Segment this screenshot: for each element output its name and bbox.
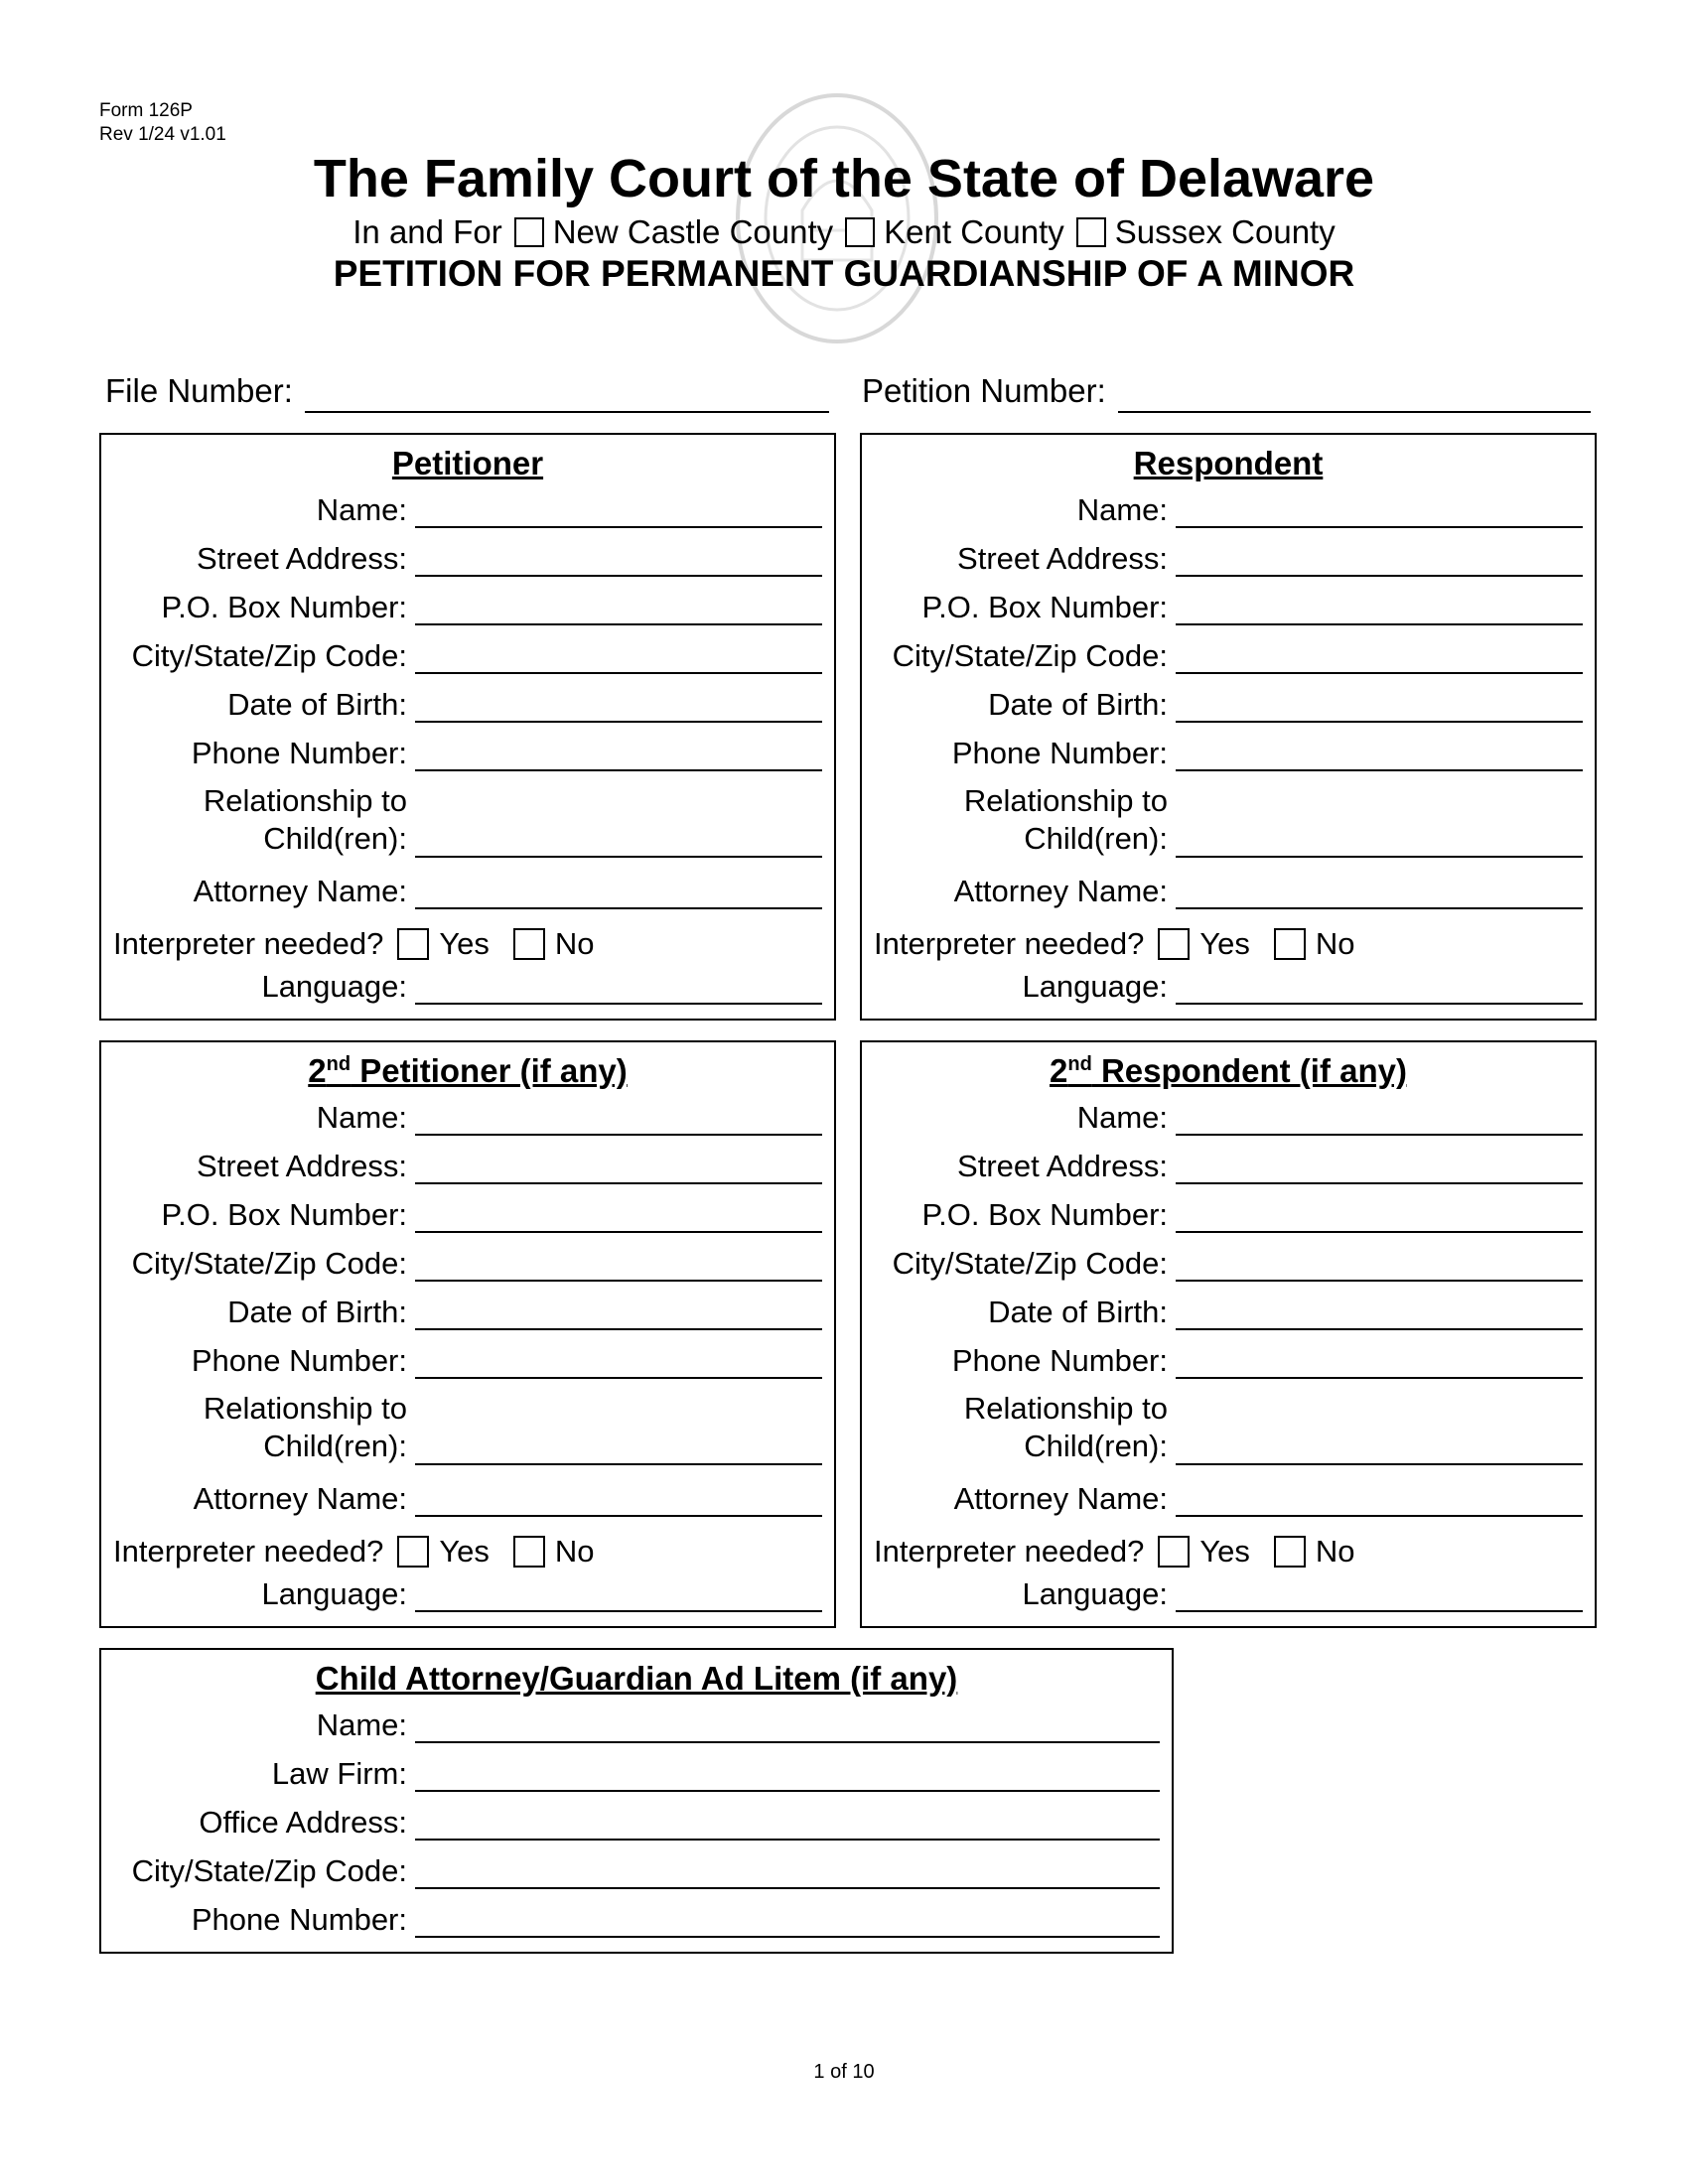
no-label: No <box>554 1534 595 1569</box>
relationship-label-line1: Relationship to <box>963 783 1168 818</box>
court-title: The Family Court of the State of Delaware <box>313 149 1375 208</box>
kent-checkbox[interactable] <box>845 217 875 247</box>
respondent-name-field[interactable] <box>1176 490 1583 528</box>
yes-label: Yes <box>439 1534 490 1569</box>
child-attorney-office-row <box>101 1803 1160 1841</box>
respondent-interpreter-no-checkbox[interactable] <box>1274 928 1306 960</box>
second-petitioner-street-field[interactable] <box>415 1147 822 1184</box>
city-label: City/State/Zip Code: <box>892 638 1168 673</box>
respondent-heading: Respondent <box>1133 445 1324 481</box>
county-selection <box>0 210 1688 254</box>
second-petitioner-attorney-field[interactable] <box>415 1479 822 1517</box>
second-respondent-interpreter-no-checkbox[interactable] <box>1274 1536 1306 1568</box>
second-petitioner-interpreter-no-checkbox[interactable] <box>513 1536 545 1568</box>
respondent-name-row <box>862 490 1583 528</box>
no-label: No <box>1315 1534 1355 1569</box>
dob-label: Date of Birth: <box>988 1295 1168 1329</box>
second-petitioner-street-row <box>101 1147 822 1184</box>
petitioner-pobox-field[interactable] <box>415 588 822 625</box>
new-castle-checkbox[interactable] <box>514 217 544 247</box>
phone-label: Phone Number: <box>191 1902 407 1937</box>
yes-label: Yes <box>1199 926 1250 961</box>
pobox-label: P.O. Box Number: <box>161 1197 407 1232</box>
child-attorney-heading: Child Attorney/Guardian Ad Litem (if any) <box>315 1660 958 1697</box>
city-label: City/State/Zip Code: <box>131 1853 407 1888</box>
attorney-label: Attorney Name: <box>193 1481 407 1516</box>
child-attorney-firm-field[interactable] <box>415 1754 1160 1792</box>
second-respondent-city-field[interactable] <box>1176 1244 1583 1282</box>
language-label: Language: <box>261 969 407 1004</box>
petitioner-interpreter-row <box>113 925 605 963</box>
child-attorney-phone-row <box>101 1900 1160 1938</box>
petitioner-language-field[interactable] <box>415 967 822 1005</box>
respondent-dob-row <box>862 685 1583 723</box>
relationship-label <box>101 1390 407 1465</box>
language-label: Language: <box>1022 969 1168 1004</box>
child-attorney-name-row <box>101 1706 1160 1743</box>
second-respondent-sup: nd <box>1067 1053 1092 1075</box>
second-petitioner-attorney-row <box>101 1479 822 1517</box>
relationship-label-line1: Relationship to <box>203 1391 407 1426</box>
phone-label: Phone Number: <box>191 736 407 770</box>
pobox-label: P.O. Box Number: <box>921 590 1168 624</box>
respondent-attorney-row <box>862 872 1583 909</box>
petitioner-dob-row <box>101 685 822 723</box>
second-respondent-interpreter-row <box>874 1533 1365 1570</box>
new-castle-label: New Castle County <box>552 213 834 250</box>
petitioner-language-row <box>101 967 822 1005</box>
interpreter-label: Interpreter needed? <box>874 1534 1145 1569</box>
phone-label: Phone Number: <box>951 736 1168 770</box>
file-number-field[interactable] <box>305 371 829 413</box>
name-label: Name: <box>1076 492 1168 527</box>
second-respondent-pobox-field[interactable] <box>1176 1195 1583 1233</box>
petitioner-dob-field[interactable] <box>415 685 822 723</box>
office-address-label: Office Address: <box>199 1805 407 1840</box>
petitioner-street-row <box>101 539 822 577</box>
relationship-label <box>862 782 1168 858</box>
petitioner-name-field[interactable] <box>415 490 822 528</box>
respondent-street-row <box>862 539 1583 577</box>
street-label: Street Address: <box>197 1149 407 1183</box>
petitioner-phone-row <box>101 734 822 771</box>
name-label: Name: <box>316 1707 407 1742</box>
second-respondent-interpreter-yes-checkbox[interactable] <box>1158 1536 1190 1568</box>
respondent-street-field[interactable] <box>1176 539 1583 577</box>
city-label: City/State/Zip Code: <box>131 1246 407 1281</box>
respondent-phone-field[interactable] <box>1176 734 1583 771</box>
second-petitioner-pobox-row <box>101 1195 822 1233</box>
file-number-row <box>105 369 829 413</box>
petitioner-relationship-row <box>101 782 822 858</box>
petitioner-interpreter-yes-checkbox[interactable] <box>397 928 429 960</box>
second-respondent-phone-row <box>862 1341 1583 1379</box>
street-label: Street Address: <box>197 541 407 576</box>
second-petitioner-interpreter-row <box>113 1533 605 1570</box>
interpreter-label: Interpreter needed? <box>113 926 384 961</box>
child-attorney-section <box>99 1648 1174 1954</box>
dob-label: Date of Birth: <box>988 687 1168 722</box>
petitioner-pobox-row <box>101 588 822 625</box>
petitioner-section <box>99 433 836 1021</box>
petitioner-attorney-field[interactable] <box>415 872 822 909</box>
second-petitioner-pobox-field[interactable] <box>415 1195 822 1233</box>
respondent-interpreter-row <box>874 925 1365 963</box>
second-petitioner-section <box>99 1040 836 1628</box>
respondent-language-field[interactable] <box>1176 967 1583 1005</box>
petitioner-attorney-row <box>101 872 822 909</box>
child-attorney-firm-row <box>101 1754 1160 1792</box>
second-petitioner-interpreter-yes-checkbox[interactable] <box>397 1536 429 1568</box>
second-respondent-city-row <box>862 1244 1583 1282</box>
city-label: City/State/Zip Code: <box>131 638 407 673</box>
attorney-label: Attorney Name: <box>953 1481 1168 1516</box>
petitioner-city-row <box>101 636 822 674</box>
second-respondent-language-row <box>862 1574 1583 1612</box>
second-petitioner-phone-field[interactable] <box>415 1341 822 1379</box>
language-label: Language: <box>1022 1576 1168 1611</box>
second-petitioner-language-row <box>101 1574 822 1612</box>
respondent-interpreter-yes-checkbox[interactable] <box>1158 928 1190 960</box>
interpreter-label: Interpreter needed? <box>113 1534 384 1569</box>
phone-label: Phone Number: <box>951 1343 1168 1378</box>
second-respondent-pobox-row <box>862 1195 1583 1233</box>
second-petitioner-name-field[interactable] <box>415 1098 822 1136</box>
petitioner-street-field[interactable] <box>415 539 822 577</box>
respondent-city-field[interactable] <box>1176 636 1583 674</box>
second-respondent-dob-row <box>862 1293 1583 1330</box>
second-petitioner-heading <box>101 1050 834 1092</box>
second-petitioner-language-field[interactable] <box>415 1574 822 1612</box>
sussex-checkbox[interactable] <box>1076 217 1106 247</box>
pobox-label: P.O. Box Number: <box>921 1197 1168 1232</box>
respondent-phone-row <box>862 734 1583 771</box>
second-respondent-attorney-field[interactable] <box>1176 1479 1583 1517</box>
in-and-for-label: In and For <box>352 213 502 250</box>
relationship-label-line1: Relationship to <box>963 1391 1168 1426</box>
petitioner-heading: Petitioner <box>391 445 544 481</box>
respondent-dob-field[interactable] <box>1176 685 1583 723</box>
street-label: Street Address: <box>957 1149 1168 1183</box>
name-label: Name: <box>316 492 407 527</box>
second-respondent-relationship-field[interactable] <box>1176 1428 1583 1465</box>
yes-label: Yes <box>439 926 490 961</box>
no-label: No <box>1315 926 1355 961</box>
child-attorney-phone-field[interactable] <box>415 1900 1160 1938</box>
second-respondent-name-field[interactable] <box>1176 1098 1583 1136</box>
child-attorney-office-field[interactable] <box>415 1803 1160 1841</box>
second-petitioner-city-field[interactable] <box>415 1244 822 1282</box>
kent-label: Kent County <box>884 213 1064 250</box>
interpreter-label: Interpreter needed? <box>874 926 1145 961</box>
child-attorney-city-field[interactable] <box>415 1851 1160 1889</box>
second-petitioner-relationship-field[interactable] <box>415 1428 822 1465</box>
second-petitioner-text: Petitioner (if any) <box>351 1052 628 1089</box>
form-revision: Rev 1/24 v1.01 <box>99 124 226 145</box>
name-label: Name: <box>1076 1100 1168 1135</box>
relationship-label <box>101 782 407 858</box>
form-meta <box>99 99 226 147</box>
second-respondent-text: Respondent (if any) <box>1091 1052 1407 1089</box>
respondent-section <box>860 433 1597 1021</box>
pobox-label: P.O. Box Number: <box>161 590 407 624</box>
second-petitioner-num: 2 <box>308 1052 327 1089</box>
second-petitioner-name-row <box>101 1098 822 1136</box>
child-attorney-city-row <box>101 1851 1160 1889</box>
second-petitioner-dob-field[interactable] <box>415 1293 822 1330</box>
form-number: Form 126P <box>99 100 193 121</box>
second-respondent-num: 2 <box>1050 1052 1068 1089</box>
relationship-label-line1: Relationship to <box>203 783 407 818</box>
second-petitioner-relationship-row <box>101 1390 822 1465</box>
second-petitioner-sup: nd <box>326 1053 352 1075</box>
respondent-language-row <box>862 967 1583 1005</box>
respondent-pobox-row <box>862 588 1583 625</box>
respondent-city-row <box>862 636 1583 674</box>
respondent-relationship-field[interactable] <box>1176 820 1583 858</box>
phone-label: Phone Number: <box>191 1343 407 1378</box>
language-label: Language: <box>261 1576 407 1611</box>
petitioner-interpreter-no-checkbox[interactable] <box>513 928 545 960</box>
relationship-label-line2: Child(ren): <box>1024 821 1168 856</box>
attorney-label: Attorney Name: <box>193 874 407 908</box>
file-number-label: File Number: <box>105 372 293 409</box>
second-petitioner-dob-row <box>101 1293 822 1330</box>
second-respondent-language-field[interactable] <box>1176 1574 1583 1612</box>
second-respondent-attorney-row <box>862 1479 1583 1517</box>
dob-label: Date of Birth: <box>227 687 407 722</box>
second-petitioner-phone-row <box>101 1341 822 1379</box>
respondent-pobox-field[interactable] <box>1176 588 1583 625</box>
second-petitioner-city-row <box>101 1244 822 1282</box>
dob-label: Date of Birth: <box>227 1295 407 1329</box>
relationship-label <box>862 1390 1168 1465</box>
petitioner-relationship-field[interactable] <box>415 820 822 858</box>
relationship-label-line2: Child(ren): <box>263 821 407 856</box>
relationship-label-line2: Child(ren): <box>1024 1429 1168 1463</box>
no-label: No <box>554 926 595 961</box>
law-firm-label: Law Firm: <box>271 1756 407 1791</box>
second-respondent-street-field[interactable] <box>1176 1147 1583 1184</box>
sussex-label: Sussex County <box>1114 213 1336 250</box>
second-respondent-phone-field[interactable] <box>1176 1341 1583 1379</box>
name-label: Name: <box>316 1100 407 1135</box>
attorney-label: Attorney Name: <box>953 874 1168 908</box>
second-respondent-relationship-row <box>862 1390 1583 1465</box>
second-respondent-heading <box>862 1050 1595 1092</box>
petitioner-phone-field[interactable] <box>415 734 822 771</box>
petition-title: PETITION FOR PERMANENT GUARDIANSHIP OF A MINOR <box>333 253 1355 294</box>
relationship-label-line2: Child(ren): <box>263 1429 407 1463</box>
respondent-attorney-field[interactable] <box>1176 872 1583 909</box>
second-respondent-section <box>860 1040 1597 1628</box>
petition-number-field[interactable] <box>1118 371 1591 413</box>
second-respondent-name-row <box>862 1098 1583 1136</box>
petition-number-row <box>862 369 1591 413</box>
child-attorney-name-field[interactable] <box>415 1706 1160 1743</box>
city-label: City/State/Zip Code: <box>892 1246 1168 1281</box>
petitioner-name-row <box>101 490 822 528</box>
second-respondent-dob-field[interactable] <box>1176 1293 1583 1330</box>
petitioner-city-field[interactable] <box>415 636 822 674</box>
second-respondent-street-row <box>862 1147 1583 1184</box>
respondent-relationship-row <box>862 782 1583 858</box>
petition-number-label: Petition Number: <box>862 372 1106 409</box>
page-number: 1 of 10 <box>813 2061 875 2083</box>
yes-label: Yes <box>1199 1534 1250 1569</box>
street-label: Street Address: <box>957 541 1168 576</box>
